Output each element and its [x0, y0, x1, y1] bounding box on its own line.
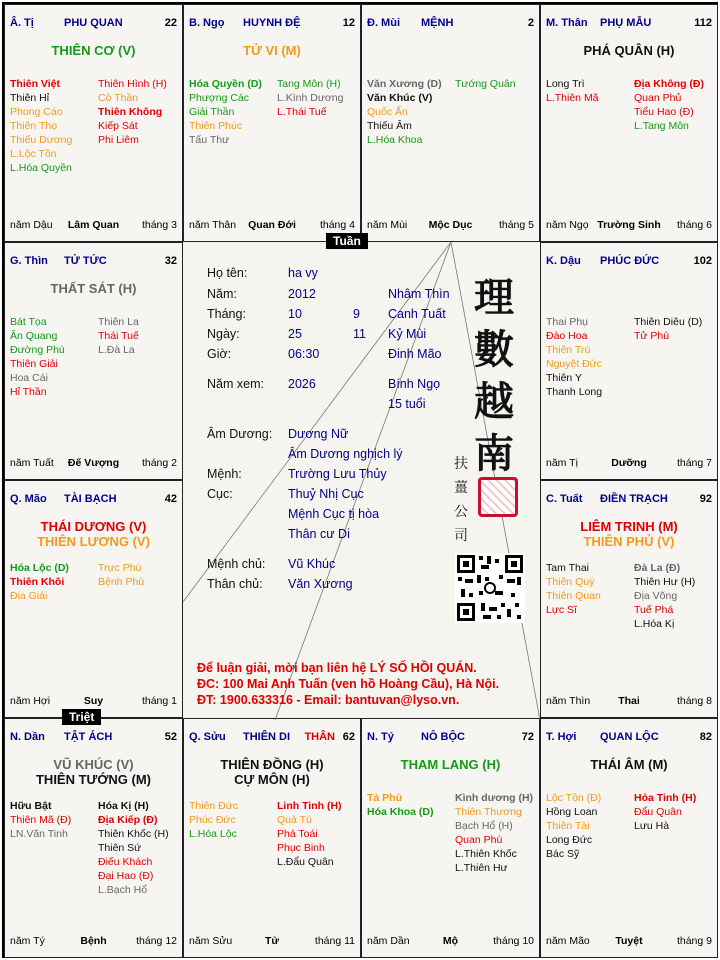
palace-name: ĐIỀN TRẠCH	[600, 493, 668, 505]
star-item: Thiên Thương	[455, 806, 522, 818]
footer-month: tháng 3	[141, 219, 177, 231]
star-item: Địa Không (Đ)	[634, 78, 704, 90]
star-item: Bát Tọa	[10, 316, 47, 328]
star-item: Thái Tuế	[98, 330, 139, 342]
palace-position: Â. Tị	[10, 17, 34, 29]
stars-left	[546, 315, 602, 399]
star-item: Đại Hao (Đ)	[98, 870, 154, 882]
palace-name: NÔ BỘC	[421, 731, 465, 743]
footer-month: tháng 9	[676, 935, 712, 947]
star-item: Tuế Phá	[634, 604, 674, 616]
footer-year: năm Hợi	[10, 695, 51, 707]
star-item: Văn Xương (D)	[367, 78, 442, 90]
footer-year: năm Tý	[10, 935, 45, 947]
star-item: Long Trì	[546, 78, 585, 90]
menh-label: Mệnh:	[207, 467, 242, 481]
footer-stage: Mộc Dục	[428, 219, 473, 231]
nam-value: 2012	[288, 287, 316, 301]
star-item: Lưu Hà	[634, 820, 670, 832]
palace-header	[367, 731, 534, 745]
main-star: THAM LANG (H)	[400, 757, 501, 772]
palace-cell	[540, 718, 718, 958]
main-star: THIÊN PHỦ (V)	[583, 534, 675, 549]
star-item: Thiên Tài	[546, 820, 590, 832]
star-item: L.Tang Môn	[634, 120, 689, 132]
palace-number: 32	[164, 255, 177, 267]
star-item: Đẩu Quân	[634, 806, 682, 818]
palace-name: TẬT ÁCH	[64, 731, 113, 743]
star-item: Thiên Khốc (H)	[98, 828, 169, 840]
nam-xem-label: Năm xem:	[207, 377, 264, 391]
star-item: Thanh Long	[546, 386, 603, 398]
footer-month: tháng 4	[319, 219, 355, 231]
palace-name: PHỤ MẪU	[600, 17, 652, 29]
star-item: L.Bạch Hổ	[98, 884, 148, 896]
star-item: Bệnh Phù	[98, 576, 145, 588]
footer-month: tháng 6	[676, 219, 712, 231]
star-item: Quan Phủ	[634, 92, 682, 104]
star-item: Nguyệt Đức	[546, 358, 603, 370]
footer-month: tháng 1	[141, 695, 177, 707]
footer-year: năm Dần	[367, 935, 410, 947]
footer-stage: Bệnh	[80, 935, 107, 947]
palace-footer	[10, 219, 177, 233]
palace-cell	[361, 718, 540, 958]
star-item: Phá Toái	[277, 828, 318, 840]
palace-number: 72	[521, 731, 534, 743]
stars-right	[634, 77, 704, 133]
ho-ten-label: Họ tên:	[207, 266, 248, 280]
star-item: Thiên Hình (H)	[98, 78, 167, 90]
chart-grid	[2, 2, 718, 958]
footer-month: tháng 5	[498, 219, 534, 231]
contact-line-1: Để luận giải, mời bạn liên hệ LÝ SỐ HỒI QUÁN.	[197, 661, 477, 675]
star-item: Ân Quang	[10, 330, 58, 342]
main-star: LIÊM TRINH (M)	[580, 519, 678, 534]
star-item: Thai Phụ	[546, 316, 589, 328]
footer-month: tháng 2	[141, 457, 177, 469]
palace-number: 52	[164, 731, 177, 743]
main-star: THÁI ÂM (M)	[590, 757, 668, 772]
palace-number: 82	[699, 731, 712, 743]
am-duong-label: Âm Dương:	[207, 427, 273, 441]
star-item: Kiếp Sát	[98, 120, 138, 132]
palace-header	[546, 493, 712, 507]
center-panel	[183, 242, 540, 720]
nam-xem-value: 2026	[288, 377, 316, 391]
palace-cell	[540, 480, 718, 718]
star-item: Hỉ Thần	[10, 386, 47, 398]
footer-month: tháng 10	[493, 935, 534, 947]
star-item: L.Lộc Tồn	[10, 148, 57, 160]
palace-cell	[4, 4, 183, 242]
cuc-note-1: Mệnh Cục tị hòa	[288, 507, 380, 521]
palace-number: 62	[342, 731, 355, 743]
nam-label: Năm:	[207, 287, 237, 301]
palace-number: 22	[164, 17, 177, 29]
star-item: Hồng Loan	[546, 806, 598, 818]
footer-year: năm Thân	[189, 219, 237, 231]
palace-number: 42	[164, 493, 177, 505]
star-item: Giải Thần	[189, 106, 235, 118]
contact-line-2: ĐC: 100 Mai Anh Tuấn (ven hồ Hoàng Cầu), Hà Nội.	[197, 677, 500, 691]
palace-position: Q. Mão	[10, 493, 47, 505]
star-item: Thiên Sứ	[98, 842, 142, 854]
palace-cell	[540, 4, 718, 242]
palace-footer	[546, 457, 712, 471]
star-item: Thiên Mã (Đ)	[10, 814, 72, 826]
qr-code-icon[interactable]	[455, 553, 525, 623]
am-duong-note: Âm Dương nghịch lý	[288, 447, 403, 461]
main-star: CỰ MÔN (H)	[234, 772, 310, 787]
palace-cell	[183, 4, 361, 242]
palace-position: N. Dần	[10, 731, 45, 743]
calligraphy-small-char: 司	[454, 528, 468, 544]
main-star: THIÊN ĐỒNG (H)	[220, 757, 324, 772]
star-item: Long Đức	[546, 834, 593, 846]
footer-stage: Dưỡng	[611, 457, 647, 469]
tuoi-value: 15 tuổi	[388, 397, 426, 411]
star-item: L.Đẩu Quân	[277, 856, 334, 868]
star-item: Thiên Việt	[10, 78, 60, 90]
footer-year: năm Ngọ	[546, 219, 589, 231]
footer-month: tháng 7	[676, 457, 712, 469]
star-item: Thiên Giải	[10, 358, 58, 370]
star-item: L.Thái Tuế	[277, 106, 327, 118]
palace-position: T. Hợi	[546, 731, 577, 743]
stars-right	[455, 791, 533, 875]
palace-header	[10, 493, 177, 507]
star-item: Hữu Bật	[10, 800, 52, 812]
star-item: Địa Kiếp (Đ)	[98, 814, 158, 826]
calligraphy-char: 南	[474, 430, 514, 477]
star-item: Đường Phù	[10, 344, 65, 356]
stars-right	[634, 315, 702, 343]
calligraphy-small-char: 公	[454, 504, 468, 520]
star-item: Linh Tinh (H)	[277, 800, 342, 812]
stars-right	[98, 561, 144, 589]
star-item: Lực Sĩ	[546, 604, 577, 616]
palace-header	[546, 255, 712, 269]
star-item: L.Hóa Kị	[634, 618, 675, 630]
star-item: Thiên Quan	[546, 590, 601, 602]
star-item: Hóa Lộc (D)	[10, 562, 69, 574]
ngay-label: Ngày:	[207, 327, 240, 341]
palace-name: HUYNH ĐỆ	[243, 17, 301, 29]
cuc-value: Thuỷ Nhị Cục	[288, 487, 364, 501]
star-item: Tử Phù	[634, 330, 670, 342]
main-star: THIÊN TƯỚNG (M)	[35, 772, 152, 787]
star-item: Phong Cáo	[10, 106, 63, 118]
stars-left	[367, 791, 434, 819]
red-seal-icon	[478, 477, 518, 517]
star-item: Thiên Khôi	[10, 576, 65, 588]
palace-footer	[10, 695, 177, 709]
star-item: Phi Liêm	[98, 134, 139, 146]
stars-right	[277, 799, 342, 869]
palace-header	[10, 731, 177, 745]
palace-number: 92	[699, 493, 712, 505]
palace-footer	[189, 935, 355, 949]
palace-name: PHU QUAN	[64, 17, 123, 29]
footer-year: năm Sửu	[189, 935, 233, 947]
footer-month: tháng 12	[136, 935, 177, 947]
calligraphy-logo	[469, 272, 519, 480]
stars-right	[634, 561, 695, 631]
palace-position: Q. Sửu	[189, 731, 226, 743]
gio-label: Giờ:	[207, 347, 232, 361]
palace-footer	[10, 457, 177, 471]
stars-left	[10, 561, 69, 603]
star-item: L.Kình Dương	[277, 92, 344, 104]
star-item: Thiên Hư (H)	[634, 576, 696, 588]
palace-cell	[183, 718, 361, 958]
cuc-note-2: Thân cư Di	[288, 527, 350, 541]
menh-value: Trường Lưu Thủy	[288, 467, 387, 481]
footer-month: tháng 8	[676, 695, 712, 707]
palace-header	[367, 17, 534, 31]
star-item: Tiểu Hao (Đ)	[634, 106, 694, 118]
footer-stage: Tử	[264, 935, 280, 947]
palace-footer	[189, 219, 355, 233]
palace-footer	[546, 219, 712, 233]
palace-cell	[361, 4, 540, 242]
star-item: Thiên Hỉ	[10, 92, 50, 104]
menh-chu-label: Mệnh chủ:	[207, 557, 266, 571]
palace-number: 112	[694, 17, 712, 29]
star-item: L.Thiên Mã	[546, 92, 599, 104]
palace-position: M. Thân	[546, 17, 588, 29]
stars-right	[98, 799, 169, 897]
nam-can-chi: Nhâm Thìn	[388, 287, 450, 301]
star-item: Phượng Các	[189, 92, 250, 104]
thang-am: 9	[353, 307, 360, 321]
star-item: Tấu Thư	[189, 134, 230, 146]
palace-cell	[4, 242, 183, 480]
palace-header	[10, 17, 177, 31]
star-item: L.Thiên Hư	[455, 862, 508, 874]
than-chu-value: Văn Xương	[288, 577, 353, 591]
star-item: Cô Thần	[98, 92, 139, 104]
star-item: Văn Khúc (V)	[367, 92, 433, 104]
footer-year: năm Tuất	[10, 457, 54, 469]
palace-name: MỆNH	[421, 17, 454, 29]
stars-right	[98, 77, 167, 147]
star-item: Địa Võng	[634, 590, 678, 602]
cuc-label: Cục:	[207, 487, 233, 501]
main-star: PHÁ QUÂN (H)	[583, 43, 675, 58]
gio-value: 06:30	[288, 347, 320, 361]
ngay-value: 25	[288, 327, 302, 341]
footer-stage: Mộ	[442, 935, 459, 947]
thang-can-chi: Canh Tuất	[388, 307, 446, 321]
calligraphy-char: 理	[474, 274, 514, 321]
star-item: Thiên Diêu (D)	[634, 316, 703, 328]
palace-footer	[546, 695, 712, 709]
stars-left	[546, 77, 599, 105]
palace-footer	[546, 935, 712, 949]
star-item: Thiên Trù	[546, 344, 591, 356]
stars-left	[10, 315, 65, 399]
palace-name: THIÊN DI	[243, 731, 291, 743]
palace-position: K. Dậu	[546, 255, 581, 267]
star-item: Hóa Khoa (D)	[367, 806, 434, 818]
calligraphy-small-char: 薑	[454, 480, 468, 496]
palace-position: G. Thìn	[10, 255, 48, 267]
ho-ten-value: ha vy	[288, 266, 318, 280]
ngay-am: 11	[353, 327, 366, 341]
star-item: Tả Phù	[367, 792, 403, 804]
than-chu-label: Thân chủ:	[207, 577, 263, 591]
star-item: Bạch Hổ (H)	[455, 820, 513, 832]
star-item: Thiên Đức	[189, 800, 239, 812]
star-item: Thiên La	[98, 316, 139, 328]
main-star: THÁI DƯƠNG (V)	[40, 519, 147, 534]
stars-left	[546, 791, 601, 861]
star-item: LN.Văn Tinh	[10, 828, 68, 840]
than-badge: THÂN	[304, 731, 335, 743]
star-item: Địa Giải	[10, 590, 48, 602]
palace-number: 2	[527, 17, 534, 29]
stars-left	[546, 561, 601, 617]
stars-left	[189, 77, 262, 147]
triet-marker: Triệt	[62, 709, 101, 725]
footer-stage: Thai	[618, 695, 640, 707]
footer-stage: Suy	[83, 695, 104, 707]
palace-position: C. Tuất	[546, 493, 583, 505]
stars-right	[277, 77, 343, 119]
palace-header	[546, 17, 712, 31]
contact-line-3: ĐT: 1900.633316 - Email: bantuvan@lyso.vn.	[197, 693, 460, 707]
star-item: Thiên Thọ	[10, 120, 58, 132]
footer-stage: Quan Đới	[248, 219, 296, 231]
star-item: Phúc Đức	[189, 814, 236, 826]
palace-header	[546, 731, 712, 745]
thang-value: 10	[288, 307, 302, 321]
footer-stage: Tuyệt	[615, 935, 643, 947]
thang-label: Tháng:	[207, 307, 246, 321]
footer-stage: Đế Vượng	[67, 457, 120, 469]
palace-footer	[10, 935, 177, 949]
stars-right	[634, 791, 696, 833]
main-star: VŨ KHÚC (V)	[53, 757, 134, 772]
star-item: Quan Phù	[455, 834, 503, 846]
star-item: Thiên Quý	[546, 576, 595, 588]
footer-year: năm Dậu	[10, 219, 53, 231]
star-item: Lộc Tồn (Đ)	[546, 792, 602, 804]
palace-header	[189, 731, 355, 745]
star-item: Thiếu Âm	[367, 120, 412, 132]
palace-position: Đ. Mùi	[367, 17, 400, 29]
star-item: Trực Phù	[98, 562, 142, 574]
palace-name: PHÚC ĐỨC	[600, 255, 660, 267]
palace-header	[10, 255, 177, 269]
star-item: Hỏa Tinh (H)	[634, 792, 697, 804]
palace-cell	[540, 242, 718, 480]
star-item: Thiên Phúc	[189, 120, 243, 132]
calligraphy-small-char: 扶	[454, 456, 468, 472]
palace-position: B. Ngọ	[189, 17, 225, 29]
stars-left	[189, 799, 238, 841]
stars-left	[10, 77, 72, 175]
star-item: L.Thiên Khốc	[455, 848, 517, 860]
palace-number: 12	[342, 17, 355, 29]
palace-cell	[4, 718, 183, 958]
stars-right	[455, 77, 516, 91]
star-item: Hóa Quyền (D)	[189, 78, 262, 90]
star-item: L.Hóa Lộc	[189, 828, 237, 840]
calligraphy-char: 越	[474, 378, 514, 425]
star-item: Thiên Không	[98, 106, 163, 118]
star-item: Tướng Quân	[455, 78, 516, 90]
footer-stage: Lâm Quan	[67, 219, 120, 231]
menh-chu-value: Vũ Khúc	[288, 557, 336, 571]
star-item: Tang Môn (H)	[277, 78, 341, 90]
star-item: Hoa Cái	[10, 372, 48, 384]
palace-footer	[367, 219, 534, 233]
palace-name: TỬ TỨC	[64, 255, 107, 267]
main-star: TỬ VI (M)	[243, 43, 301, 58]
star-item: L.Hóa Quyền	[10, 162, 72, 174]
star-item: Phục Binh	[277, 842, 325, 854]
calligraphy-char: 數	[474, 326, 514, 373]
stars-right	[98, 315, 139, 357]
am-duong-value: Dương Nữ	[288, 427, 349, 441]
stars-left	[367, 77, 442, 147]
star-item: Đà La (Đ)	[634, 562, 681, 574]
footer-year: năm Mùi	[367, 219, 408, 231]
palace-name: TÀI BẠCH	[64, 493, 117, 505]
gio-can-chi: Đinh Mão	[388, 347, 442, 361]
star-item: L.Hóa Khoa	[367, 134, 423, 146]
palace-number: 102	[693, 255, 712, 267]
palace-name: QUAN LỘC	[600, 731, 659, 743]
footer-month: tháng 11	[314, 935, 355, 947]
star-item: L.Đà La	[98, 344, 135, 356]
star-item: Kình dương (H)	[455, 792, 534, 804]
main-star: THẤT SÁT (H)	[50, 281, 137, 296]
footer-year: năm Tị	[546, 457, 578, 469]
calligraphy-small	[451, 452, 471, 548]
stars-left	[10, 799, 71, 841]
footer-year: năm Mão	[546, 935, 590, 947]
footer-year: năm Thìn	[546, 695, 591, 707]
star-item: Thiên Y	[546, 372, 582, 384]
star-item: Thiếu Dương	[10, 134, 73, 146]
footer-stage: Trường Sinh	[597, 219, 661, 231]
star-item: Bác Sỹ	[546, 848, 580, 860]
tuan-marker: Tuần	[326, 233, 368, 249]
ngay-can-chi: Kỷ Mùi	[388, 327, 427, 341]
main-star: THIÊN CƠ (V)	[51, 43, 136, 58]
star-item: Tam Thai	[546, 562, 589, 574]
main-star: THIÊN LƯƠNG (V)	[37, 534, 150, 549]
star-item: Quả Tú	[277, 814, 312, 826]
palace-header	[189, 17, 355, 31]
star-item: Hóa Kị (H)	[98, 800, 149, 812]
nam-xem-can-chi: Bính Ngọ	[388, 377, 441, 391]
star-item: Quốc Ấn	[367, 106, 408, 118]
star-item: Điếu Khách	[98, 856, 153, 868]
palace-cell	[4, 480, 183, 718]
palace-footer	[367, 935, 534, 949]
star-item: Đào Hoa	[546, 330, 588, 342]
palace-position: N. Tý	[367, 731, 394, 743]
